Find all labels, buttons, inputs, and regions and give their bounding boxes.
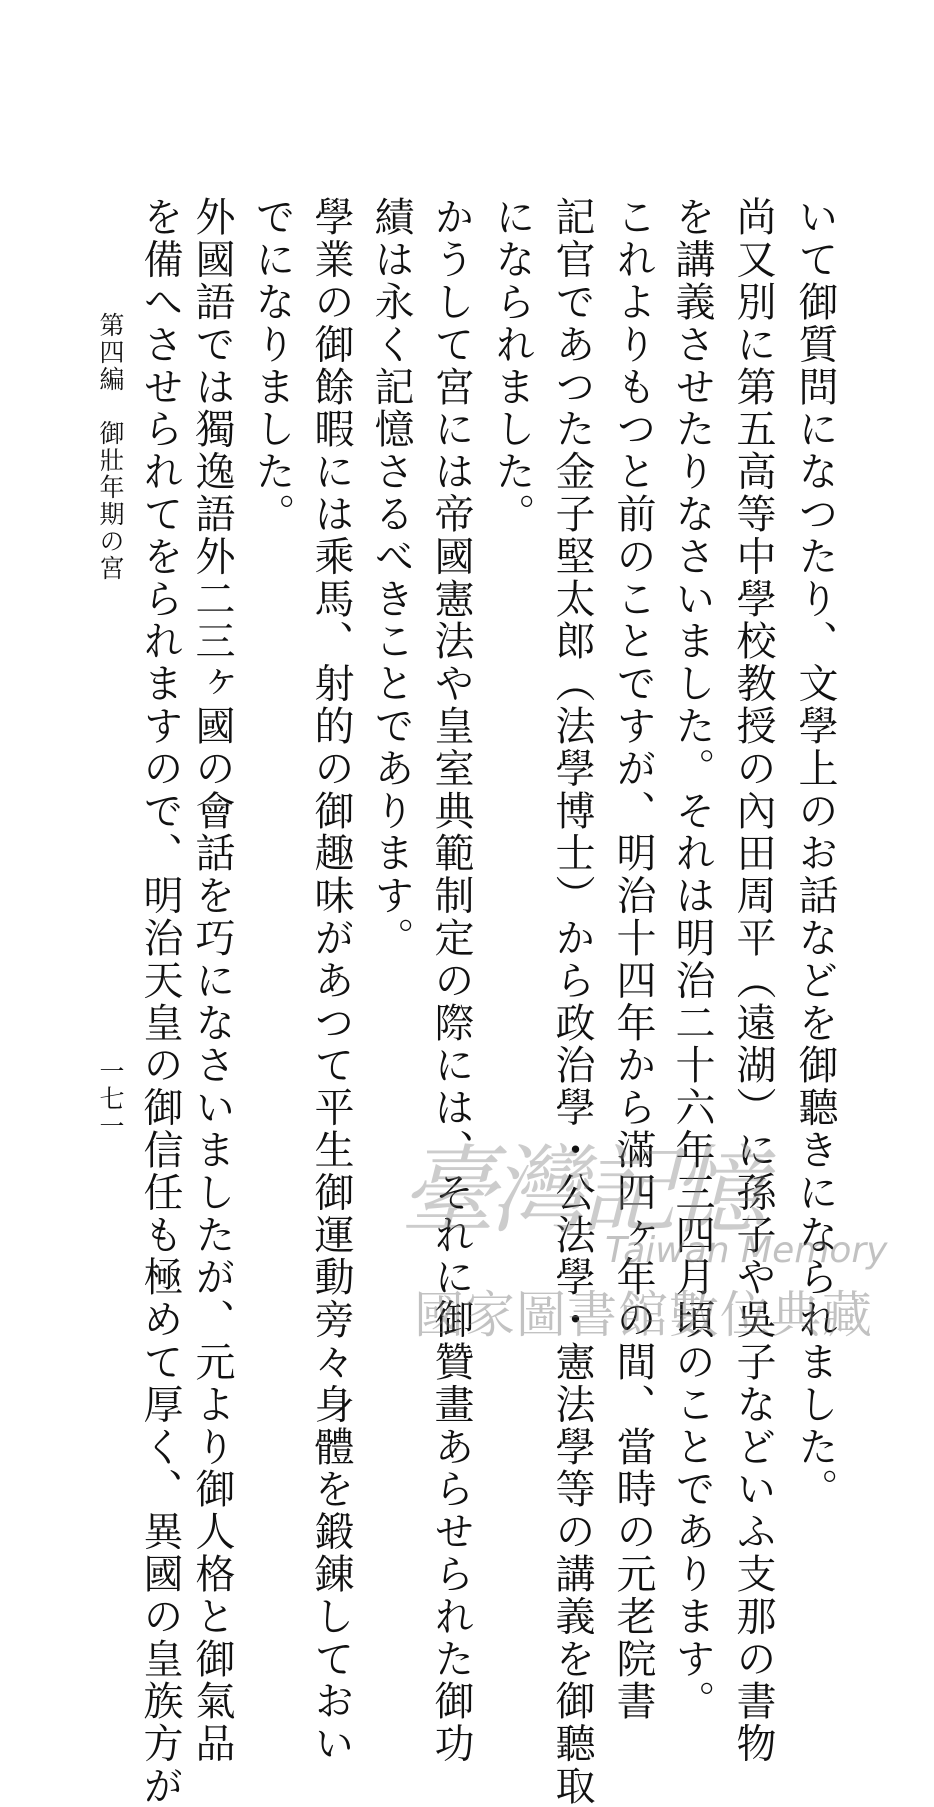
text-line-6: になられました。: [489, 196, 535, 536]
running-head: 第四編 御壯年期の宮: [96, 312, 125, 582]
watermark-english: Taiwan Memory: [605, 1230, 888, 1271]
page-number: 一七一: [96, 1058, 125, 1141]
text-line-12: を備へさせられてをられますので、明治天皇の御信任も極めて厚く、異國の皇族方が: [137, 196, 183, 1807]
text-line-7: かうして宮には帝國憲法や皇室典範制定の際には、それに御贊畫あらせられた御功: [428, 196, 474, 1765]
text-line-3: を講義させたりなさいました。それは明治二十六年三四月頃のことであります。: [669, 196, 715, 1723]
text-line-2: 尚又別に第五高等中學校教授の內田周平（遠湖）に孫子や吳子などいふ支那の書物: [730, 196, 776, 1765]
text-line-10: でになりました。: [249, 196, 295, 536]
text-line-9: 學業の御餘暇には乘馬、射的の御趣味があつて平生御運動旁々身體を鍛錬しておい: [308, 196, 354, 1765]
text-line-11: 外國語では獨逸語外二三ヶ國の會話を巧になさいましたが、元より御人格と御氣品: [189, 196, 235, 1765]
text-line-5: 記官であつた金子堅太郎（法學博士）から政治學・公法學・憲法學等の講義を御聽取: [549, 196, 595, 1807]
watermark-seal: 臺灣記憶: [400, 1135, 760, 1247]
text-line-8: 績は永く記憶さるべきことであります。: [368, 196, 414, 960]
text-line-4: これよりもつと前のことですが、明治十四年から滿四ヶ年の間、當時の元老院書: [610, 196, 656, 1723]
text-line-1: いて御質問になつたり、文學上のお話などを御聽きになられました。: [792, 196, 838, 1511]
watermark-chinese: 國家圖書館數位典藏: [414, 1286, 873, 1344]
